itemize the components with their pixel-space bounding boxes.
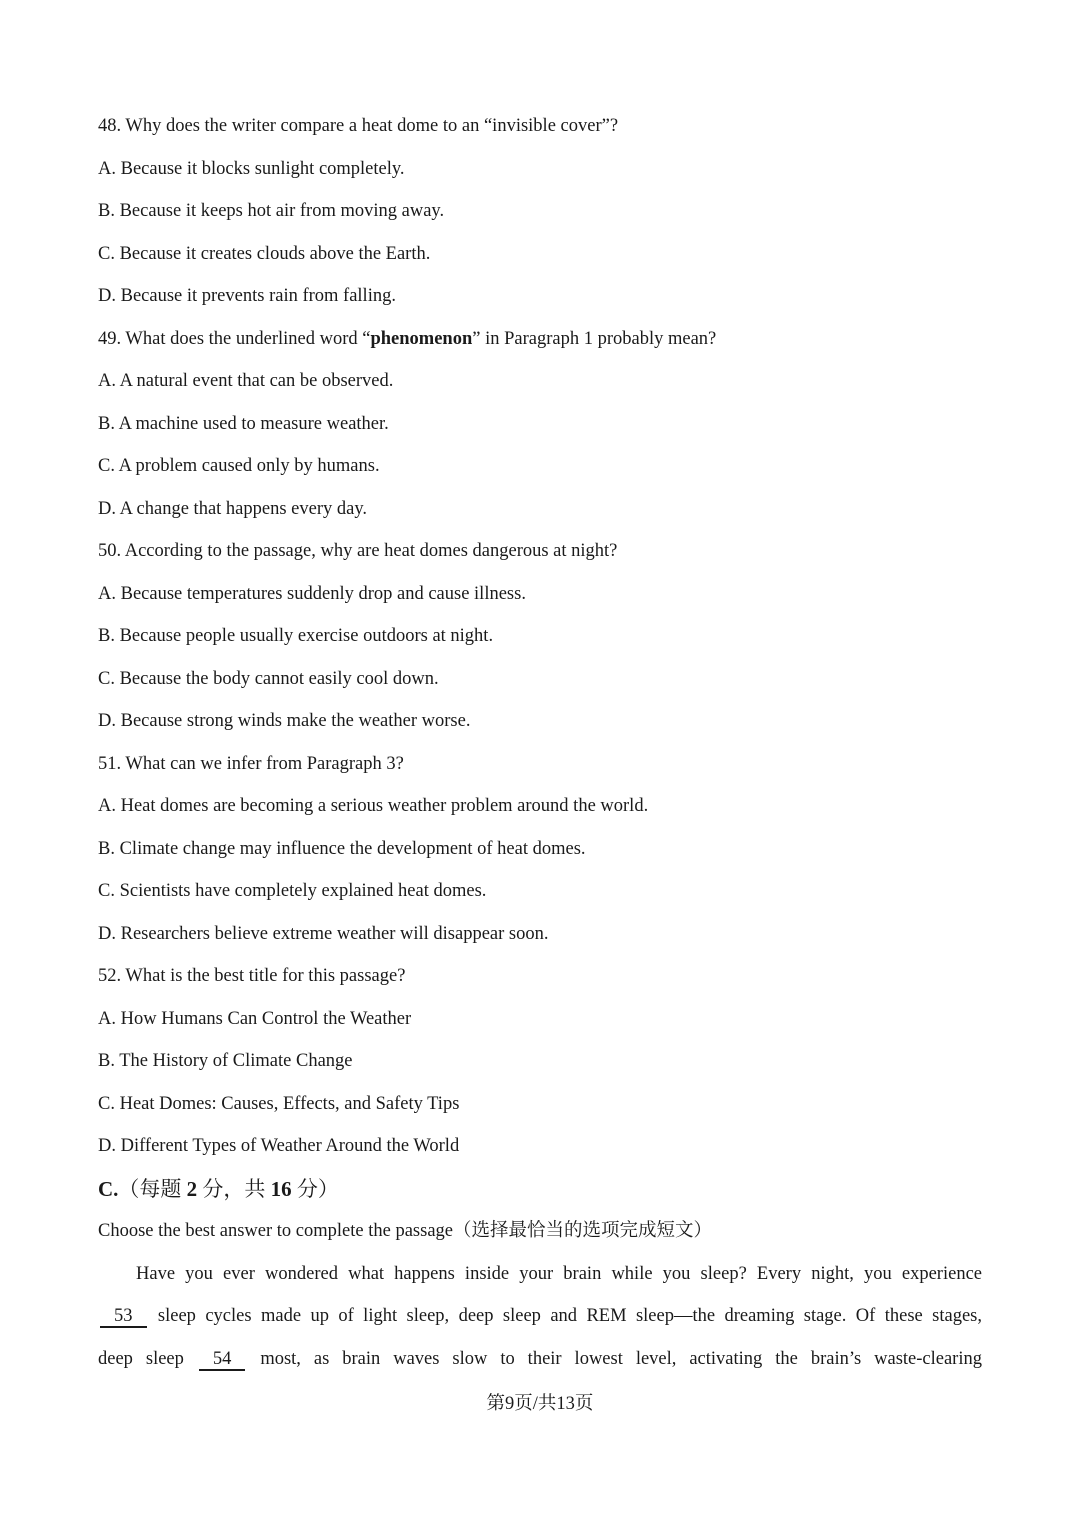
question-51-stem: 51. What can we infer from Paragraph 3?	[98, 753, 404, 774]
section-points-cn-2: 分，共	[197, 1176, 271, 1201]
page-number-footer: 第9页/共13页	[486, 1394, 594, 1414]
question-50-option-b: B. Because people usually exercise outdoors at night.	[98, 626, 494, 646]
exam-page-content	[98, 105, 982, 1380]
passage-line-1: Have you ever wondered what happens inside your brain while you sleep? Every night, you experience	[136, 1263, 982, 1284]
question-52-option-a: A. How Humans Can Control the Weather	[98, 1008, 412, 1029]
question-50-option-c: C. Because the body cannot easily cool down.	[98, 668, 439, 689]
question-48-option-d: D. Because it prevents rain from falling.	[98, 286, 396, 306]
question-48-option-c: C. Because it creates clouds above the Earth.	[98, 243, 431, 264]
question-49-keyword: phenomenon	[370, 328, 473, 349]
section-letter: C.	[98, 1176, 119, 1201]
question-51-option-d: D. Researchers believe extreme weather will disappear soon.	[98, 923, 549, 944]
question-51-option-c: C. Scientists have completely explained heat domes.	[98, 881, 487, 901]
question-52-option-d: D. Different Types of Weather Around the World	[98, 1136, 460, 1156]
question-48-option-b: B. Because it keeps hot air from moving away.	[98, 201, 445, 221]
question-49-stem	[98, 318, 982, 361]
passage-line-3-text: most, as brain waves slow to their lowest level, activating the brain’s waste-clearing	[247, 1348, 982, 1369]
question-49-stem-suffix: ” in Paragraph 1 probably mean?	[472, 328, 717, 349]
blank-54: 54	[199, 1350, 246, 1371]
question-48-option-a: A. Because it blocks sunlight completely.	[98, 158, 405, 179]
passage-line-2-text: sleep cycles made up of light sleep, deep sleep and REM sleep—the dreaming stage. Of these stages,	[148, 1306, 982, 1326]
section-c-heading	[98, 1168, 982, 1211]
question-51-option-a: A. Heat domes are becoming a serious weather problem around the world.	[98, 796, 649, 816]
passage-line-3	[98, 1338, 982, 1381]
question-52-option-c: C. Heat Domes: Causes, Effects, and Safety Tips	[98, 1093, 460, 1114]
section-points-total: 16	[270, 1176, 292, 1201]
passage-line-3-start: deep sleep	[98, 1348, 197, 1369]
question-52-option-b: B. The History of Climate Change	[98, 1051, 353, 1071]
question-50-option-d: D. Because strong winds make the weather worse.	[98, 711, 471, 731]
question-50-stem: 50. According to the passage, why are heat domes dangerous at night?	[98, 541, 618, 561]
section-points-cn-1: （每题	[118, 1176, 187, 1201]
question-49-option-a: A. A natural event that can be observed.	[98, 371, 394, 391]
question-49-option-d: D. A change that happens every day.	[98, 498, 368, 519]
section-instruction: Choose the best answer to complete the passage（选择最恰当的选项完成短文）	[98, 1221, 712, 1241]
passage-line-2	[98, 1295, 982, 1338]
blank-53: 53	[100, 1307, 147, 1328]
question-49-stem-prefix: 49. What does the underlined word “	[98, 328, 371, 349]
question-52-stem: 52. What is the best title for this passage?	[98, 966, 406, 986]
question-50-option-a: A. Because temperatures suddenly drop and cause illness.	[98, 583, 526, 604]
question-48-stem: 48. Why does the writer compare a heat dome to an “invisible cover”?	[98, 116, 619, 136]
section-points-cn-3: 分）	[291, 1176, 339, 1201]
question-49-option-c: C. A problem caused only by humans.	[98, 456, 380, 476]
section-points-each: 2	[186, 1176, 198, 1201]
question-49-option-b: B. A machine used to measure weather.	[98, 413, 389, 434]
question-51-option-b: B. Climate change may influence the development of heat domes.	[98, 838, 586, 859]
